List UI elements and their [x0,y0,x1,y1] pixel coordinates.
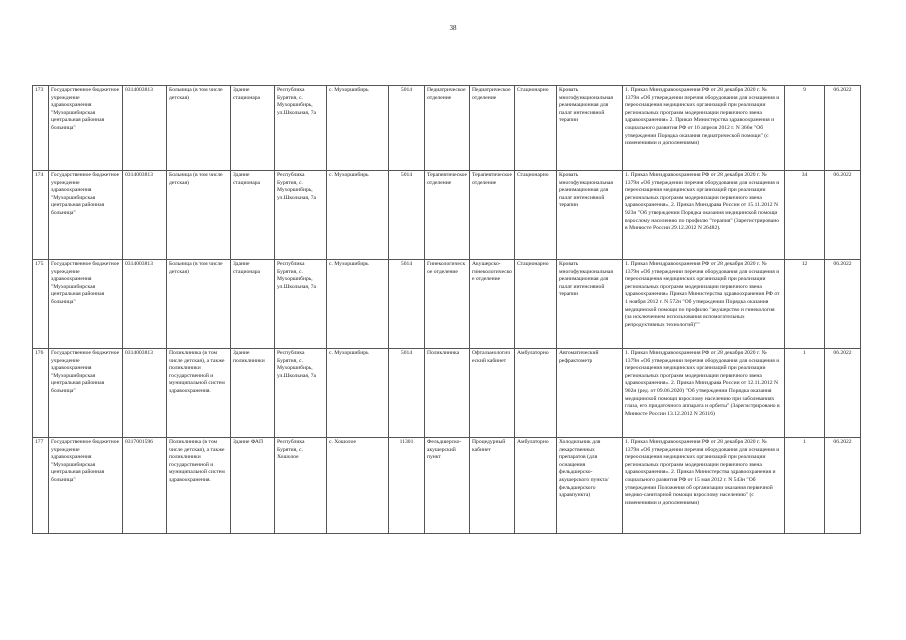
table-row [33,86,861,171]
table-row [33,260,861,349]
quantity: 12 [785,260,825,349]
address: Республика Бурятия, с. Хошолое [275,438,327,534]
quantity: 34 [785,171,825,260]
subdivision: Процедурный кабинет [470,438,515,534]
settlement: с. Мухоршибирь [327,349,389,438]
organization-name: Государственное бюджетное учреждение здравоохранения "Мухоршибирская центральная районная больница" [49,349,123,438]
quantity: 1 [785,438,825,534]
population: 5014 [389,171,425,260]
settlement: с. Мухоршибирь [327,171,389,260]
subdivision: Терапевтическое отделение [470,171,515,260]
row-number: 175 [33,260,49,349]
due-date: 06.2022 [825,349,861,438]
organization-code: 0317001596 [123,438,167,534]
table-row [33,349,861,438]
department: Гинекологическое отделение [425,260,470,349]
address: Республика Бурятия, с. Мухоршибирь, ул.Школьная, 7а [275,349,327,438]
care-type: Стационарно [515,171,557,260]
care-type: Стационарно [515,86,557,171]
equipment-table [32,85,861,534]
subdivision: Офтальмологический кабинет [470,349,515,438]
subdivision: Акушерско-гинекологическое отделение [470,260,515,349]
quantity: 1 [785,349,825,438]
organization-name: Государственное бюджетное учреждение здравоохранения "Мухоршибирская центральная районная больница" [49,86,123,171]
settlement: с. Мухоршибирь [327,260,389,349]
building: Здание поликлиники [231,349,275,438]
department: Педиатрическое отделение [425,86,470,171]
legal-basis: 1. Приказ Минздравоохранения РФ от 28 декабря 2020 г. № 1379н «Об утверждении перечня оборудования для оснащения и переоснащения медицинских организаций при реализации региональных программ модернизации первичного звена здравоохранения». 2. Приказ Минздрава России от 12.11.2012 N 902н (ред. от 09.06.2020) "Об утверждении Порядка оказания медицинской помощи взрослому населению при заболеваниях глаза, его придаточного аппарата и орбиты" (Зарегистрировано в Минюсте России 13.12.2012 N 26116) [623,349,785,438]
department: Терапевтическое отделение [425,171,470,260]
organization-code: 0314003813 [123,86,167,171]
legal-basis: 1. Приказ Минздравоохранения РФ от 28 декабря 2020 г. № 1379н «Об утверждении перечня оборудования для оснащения и переоснащения медицинских организаций при реализации региональных программ модернизации первичного звена здравоохранения» Приказ Министерства здравоохранения РФ от 1 ноября 2012 г. N 572н "Об утверждении Порядка оказания медицинской помощи по профилю "акушерство и гинекология (за исключением использования вспомогательных репродуктивных технологий)"" [623,260,785,349]
organization-name: Государственное бюджетное учреждение здравоохранения "Мухоршибирская центральная районная больница" [49,260,123,349]
page-number: 38 [449,24,457,32]
equipment: Холодильник для лекарственных препаратов (для оснащения фельдшерско-акушерского пункта/фельдшерского здравпункта) [557,438,623,534]
organization-code: 0314003813 [123,260,167,349]
population: 5014 [389,86,425,171]
address: Республика Бурятия, с. Мухоршибирь, ул.Школьная, 7а [275,86,327,171]
building: Здание ФАП [231,438,275,534]
population: 5014 [389,349,425,438]
table-row [33,171,861,260]
legal-basis: 1. Приказ Минздравоохранения РФ от 28 декабря 2020 г. № 1379н «Об утверждении перечня оборудования для оснащения и переоснащения медицинских организаций при реализации региональных программ модернизации первичного звена здравоохранения». 2. Приказ Минздрава России от 15.11.2012 N 923н "Об утверждении Порядка оказания медицинской помощи взрослому населению по профилю "терапия" (Зарегистрировано в Минюсте России 29.12.2012 N 26482). [623,171,785,260]
department: Поликлиника [425,349,470,438]
facility-type: Поликлиника (в том числе детская), а также поликлиники государственной и муниципальной систем здравоохранения. [167,438,231,534]
building: Здание стационара [231,260,275,349]
equipment: Кровать многофункциональная реанимационная для палат интенсивной терапии [557,171,623,260]
address: Республика Бурятия, с. Мухоршибирь, ул.Школьная, 7а [275,171,327,260]
table-row [33,438,861,534]
row-number: 173 [33,86,49,171]
care-type: Стационарно [515,260,557,349]
organization-name: Государственное бюджетное учреждение здравоохранения "Мухоршибирская центральная районная больница" [49,438,123,534]
due-date: 06.2022 [825,260,861,349]
row-number: 177 [33,438,49,534]
legal-basis: 1. Приказ Минздравоохранения РФ от 28 декабря 2020 г. № 1379н «Об утверждении перечня оборудования для оснащения и переоснащения медицинских организаций при реализации региональных программ модернизации первичного звена здравоохранения». 2. Приказ Министерства здравоохранения и социального развития РФ от 15 мая 2012 г. N 543н "Об утверждении Положения об организации оказания первичной медико-санитарной помощи взрослому населению" (с изменениями и дополнениями) [623,438,785,534]
facility-type: Больница (в том числе детская) [167,86,231,171]
building: Здание стационара [231,86,275,171]
settlement: с. Мухоршибирь [327,86,389,171]
address: Республика Бурятия, с. Мухоршибирь, ул.Школьная, 7а [275,260,327,349]
organization-name: Государственное бюджетное учреждение здравоохранения "Мухоршибирская центральная районная больница" [49,171,123,260]
care-type: Амбулаторно [515,349,557,438]
row-number: 174 [33,171,49,260]
row-number: 176 [33,349,49,438]
organization-code: 0314003813 [123,171,167,260]
department: Фельдшерско-акушерский пункт [425,438,470,534]
building: Здание стационара [231,171,275,260]
care-type: Амбулаторно [515,438,557,534]
legal-basis: 1. Приказ Минздравоохранения РФ от 28 декабря 2020 г. № 1379н «Об утверждении перечня оборудования для оснащения и переоснащения медицинских организаций при реализации региональных программ модернизации первичного звена здравоохранения» 2. Приказ Министерства здравоохранения и социального развития РФ от 16 апреля 2012 г. N 366н "Об утверждении Порядка оказания педиатрической помощи" (с изменениями и дополнениями) [623,86,785,171]
facility-type: Больница (в том числе детская) [167,260,231,349]
equipment: Кровать многофункциональная реанимационная для палат интенсивной терапии [557,260,623,349]
due-date: 06.2022 [825,86,861,171]
population: 5014 [389,260,425,349]
facility-type: Поликлиника (в том числе детская), а также поликлиники государственной и муниципальной систем здравоохранения. [167,349,231,438]
equipment: Автоматический рефрактометр [557,349,623,438]
due-date: 06.2022 [825,438,861,534]
quantity: 9 [785,86,825,171]
subdivision: Педиатрическое отделение [470,86,515,171]
settlement: с. Хошолое [327,438,389,534]
equipment: Кровать многофункциональная реанимационная для палат интенсивной терапии [557,86,623,171]
organization-code: 0314003813 [123,349,167,438]
facility-type: Больница (в том числе детская) [167,171,231,260]
population: 11301 [389,438,425,534]
due-date: 06.2022 [825,171,861,260]
